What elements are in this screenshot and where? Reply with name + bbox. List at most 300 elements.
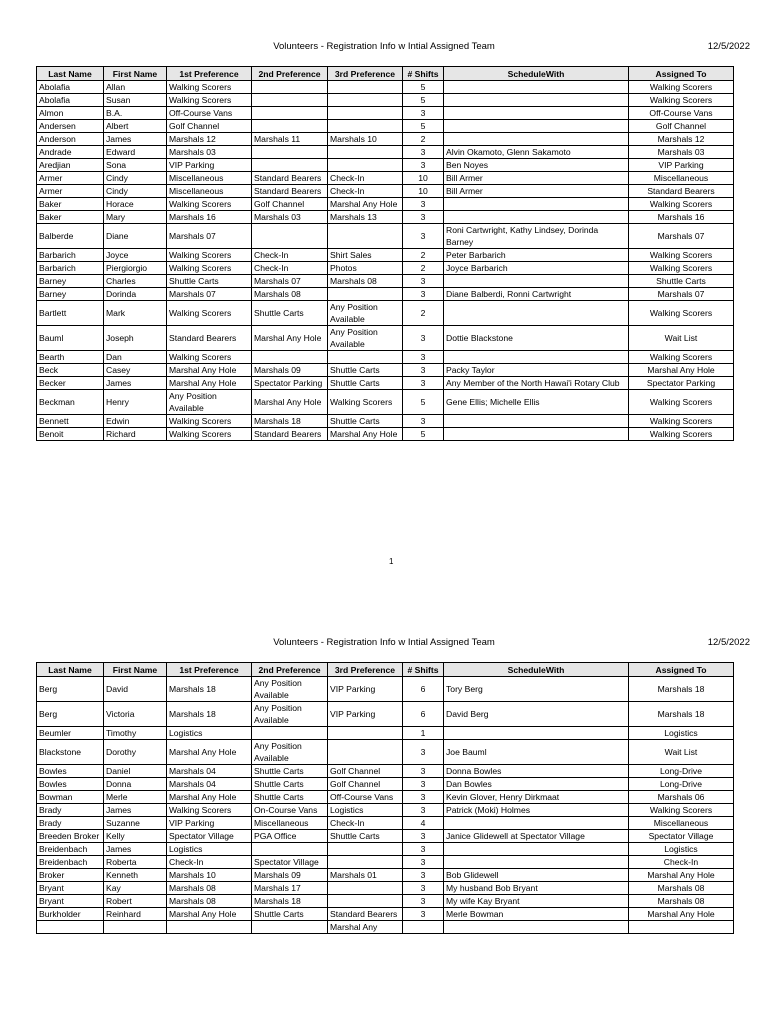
- cell-first-name: Dan: [104, 351, 167, 364]
- table-row: [37, 262, 734, 275]
- page-number: 1: [389, 557, 394, 566]
- cell-second-preference: [252, 224, 328, 249]
- column-header-shifts: # Shifts: [403, 67, 444, 81]
- cell-schedule-with: [444, 856, 629, 869]
- cell-shifts: 3: [403, 856, 444, 869]
- cell-first-name: Donna: [104, 778, 167, 791]
- cell-shifts: 3: [403, 159, 444, 172]
- cell-second-preference: Shuttle Carts: [252, 778, 328, 791]
- cell-schedule-with: Bill Armer: [444, 185, 629, 198]
- cell-assigned-to: Walking Scorers: [629, 351, 734, 364]
- cell-first-name: Albert: [104, 120, 167, 133]
- cell-shifts: 3: [403, 351, 444, 364]
- cell-schedule-with: Merle Bowman: [444, 908, 629, 921]
- cell-assigned-to: Shuttle Carts: [629, 275, 734, 288]
- cell-shifts: 2: [403, 249, 444, 262]
- cell-first-preference: Spectator Village: [167, 830, 252, 843]
- table-row: [37, 765, 734, 778]
- page-2: [0, 632, 768, 1024]
- table-row: [37, 804, 734, 817]
- cell-first-preference: Marshals 07: [167, 224, 252, 249]
- cell-second-preference: Standard Bearers: [252, 428, 328, 441]
- cell-last-name: Beckman: [37, 390, 104, 415]
- cell-first-name: David: [104, 677, 167, 702]
- table-row: [37, 869, 734, 882]
- cell-schedule-with: [444, 275, 629, 288]
- cell-third-preference: [328, 224, 403, 249]
- table-row: [37, 428, 734, 441]
- cell-assigned-to: Walking Scorers: [629, 415, 734, 428]
- cell-first-name: Roberta: [104, 856, 167, 869]
- cell-first-name: Joseph: [104, 326, 167, 351]
- cell-shifts: 6: [403, 702, 444, 727]
- cell-shifts: 3: [403, 791, 444, 804]
- column-header-last-name: Last Name: [37, 67, 104, 81]
- cell-schedule-with: [444, 921, 629, 934]
- cell-last-name: Anderson: [37, 133, 104, 146]
- cell-schedule-with: Peter Barbarich: [444, 249, 629, 262]
- cell-third-preference: [328, 81, 403, 94]
- cell-schedule-with: Bob Glidewell: [444, 869, 629, 882]
- cell-last-name: Beck: [37, 364, 104, 377]
- cell-assigned-to: Wait List: [629, 740, 734, 765]
- cell-third-preference: [328, 856, 403, 869]
- cell-first-preference: Shuttle Carts: [167, 275, 252, 288]
- cell-schedule-with: [444, 81, 629, 94]
- cell-third-preference: Walking Scorers: [328, 390, 403, 415]
- cell-first-preference: Any Position Available: [167, 390, 252, 415]
- cell-last-name: Barbarich: [37, 262, 104, 275]
- cell-schedule-with: [444, 133, 629, 146]
- column-header-first-name: First Name: [104, 67, 167, 81]
- cell-first-preference: Golf Channel: [167, 120, 252, 133]
- cell-third-preference: [328, 288, 403, 301]
- cell-last-name: Breeden Broker: [37, 830, 104, 843]
- cell-assigned-to: Walking Scorers: [629, 262, 734, 275]
- cell-last-name: Breidenbach: [37, 856, 104, 869]
- cell-schedule-with: Patrick (Moki) Holmes: [444, 804, 629, 817]
- cell-second-preference: Marshals 09: [252, 869, 328, 882]
- page-header: [0, 632, 768, 652]
- cell-shifts: 5: [403, 94, 444, 107]
- cell-assigned-to: Marshals 16: [629, 211, 734, 224]
- cell-second-preference: Shuttle Carts: [252, 908, 328, 921]
- cell-second-preference: [252, 351, 328, 364]
- cell-schedule-with: David Berg: [444, 702, 629, 727]
- cell-shifts: 3: [403, 211, 444, 224]
- cell-assigned-to: Standard Bearers: [629, 185, 734, 198]
- cell-assigned-to: Walking Scorers: [629, 94, 734, 107]
- cell-first-name: Edwin: [104, 415, 167, 428]
- cell-second-preference: Marshals 18: [252, 895, 328, 908]
- cell-shifts: 1: [403, 727, 444, 740]
- cell-shifts: 3: [403, 895, 444, 908]
- cell-shifts: 5: [403, 428, 444, 441]
- cell-shifts: 2: [403, 301, 444, 326]
- page-header: [0, 36, 768, 56]
- cell-second-preference: Standard Bearers: [252, 172, 328, 185]
- cell-assigned-to: Walking Scorers: [629, 804, 734, 817]
- cell-first-name: [104, 921, 167, 934]
- cell-last-name: Beumler: [37, 727, 104, 740]
- cell-last-name: Brady: [37, 804, 104, 817]
- cell-schedule-with: Joyce Barbarich: [444, 262, 629, 275]
- cell-shifts: 3: [403, 740, 444, 765]
- cell-first-preference: [167, 921, 252, 934]
- cell-last-name: Balberde: [37, 224, 104, 249]
- table-row: [37, 288, 734, 301]
- cell-third-preference: [328, 895, 403, 908]
- cell-second-preference: [252, 94, 328, 107]
- cell-first-name: Cindy: [104, 172, 167, 185]
- cell-second-preference: Marshals 03: [252, 211, 328, 224]
- cell-schedule-with: Bill Armer: [444, 172, 629, 185]
- cell-last-name: Breidenbach: [37, 843, 104, 856]
- cell-third-preference: Shuttle Carts: [328, 415, 403, 428]
- cell-second-preference: PGA Office: [252, 830, 328, 843]
- table-row: [37, 326, 734, 351]
- cell-first-preference: Walking Scorers: [167, 804, 252, 817]
- cell-first-preference: Marshals 08: [167, 882, 252, 895]
- cell-third-preference: Golf Channel: [328, 765, 403, 778]
- cell-third-preference: Marshal Any Hole: [328, 428, 403, 441]
- cell-last-name: Benoit: [37, 428, 104, 441]
- cell-second-preference: Golf Channel: [252, 198, 328, 211]
- cell-first-name: Kay: [104, 882, 167, 895]
- cell-schedule-with: [444, 351, 629, 364]
- cell-second-preference: Any Position Available: [252, 677, 328, 702]
- table-row: [37, 146, 734, 159]
- cell-assigned-to: Marshals 07: [629, 224, 734, 249]
- table-row: [37, 702, 734, 727]
- cell-schedule-with: [444, 198, 629, 211]
- cell-second-preference: Check-In: [252, 262, 328, 275]
- cell-first-preference: Walking Scorers: [167, 81, 252, 94]
- volunteer-table: [36, 662, 734, 934]
- cell-shifts: 3: [403, 804, 444, 817]
- cell-last-name: Bowles: [37, 765, 104, 778]
- table-row: [37, 172, 734, 185]
- cell-first-preference: Marshal Any Hole: [167, 791, 252, 804]
- cell-third-preference: [328, 107, 403, 120]
- table-header-row: [37, 663, 734, 677]
- cell-last-name: Bowles: [37, 778, 104, 791]
- cell-second-preference: On-Course Vans: [252, 804, 328, 817]
- cell-second-preference: Marshal Any Hole: [252, 326, 328, 351]
- cell-schedule-with: Any Member of the North Hawai'i Rotary Club: [444, 377, 629, 390]
- cell-second-preference: Spectator Village: [252, 856, 328, 869]
- cell-schedule-with: My husband Bob Bryant: [444, 882, 629, 895]
- table-row: [37, 133, 734, 146]
- column-header-first-name: First Name: [104, 663, 167, 677]
- cell-first-preference: Standard Bearers: [167, 326, 252, 351]
- cell-second-preference: Marshal Any Hole: [252, 390, 328, 415]
- column-header-assigned-to: Assigned To: [629, 67, 734, 81]
- cell-schedule-with: [444, 817, 629, 830]
- table-row: [37, 740, 734, 765]
- column-header-schedule-with: ScheduleWith: [444, 67, 629, 81]
- cell-second-preference: [252, 81, 328, 94]
- cell-assigned-to: Marshals 18: [629, 677, 734, 702]
- cell-assigned-to: Marshals 06: [629, 791, 734, 804]
- cell-last-name: Brady: [37, 817, 104, 830]
- cell-last-name: Aredjian: [37, 159, 104, 172]
- cell-shifts: 3: [403, 146, 444, 159]
- cell-shifts: 3: [403, 765, 444, 778]
- cell-assigned-to: Walking Scorers: [629, 390, 734, 415]
- cell-first-name: Kelly: [104, 830, 167, 843]
- cell-shifts: 3: [403, 198, 444, 211]
- table-row: [37, 908, 734, 921]
- cell-third-preference: Shuttle Carts: [328, 364, 403, 377]
- table-row: [37, 81, 734, 94]
- cell-schedule-with: Ben Noyes: [444, 159, 629, 172]
- cell-assigned-to: Golf Channel: [629, 120, 734, 133]
- cell-third-preference: Check-In: [328, 185, 403, 198]
- cell-third-preference: Shirt Sales: [328, 249, 403, 262]
- table-row: [37, 249, 734, 262]
- cell-schedule-with: [444, 107, 629, 120]
- cell-schedule-with: Janice Glidewell at Spectator Village: [444, 830, 629, 843]
- cell-first-preference: Walking Scorers: [167, 301, 252, 326]
- cell-third-preference: VIP Parking: [328, 677, 403, 702]
- cell-shifts: 3: [403, 908, 444, 921]
- cell-last-name: Bryant: [37, 895, 104, 908]
- cell-third-preference: [328, 146, 403, 159]
- cell-last-name: Barbarich: [37, 249, 104, 262]
- cell-first-name: Merle: [104, 791, 167, 804]
- column-header-assigned-to: Assigned To: [629, 663, 734, 677]
- cell-first-preference: Marshals 08: [167, 895, 252, 908]
- table-row: [37, 390, 734, 415]
- cell-shifts: 3: [403, 326, 444, 351]
- table-row: [37, 364, 734, 377]
- cell-third-preference: [328, 843, 403, 856]
- cell-third-preference: [328, 727, 403, 740]
- cell-third-preference: Marshals 08: [328, 275, 403, 288]
- table-header-row: [37, 67, 734, 81]
- cell-first-name: Horace: [104, 198, 167, 211]
- table-row: [37, 185, 734, 198]
- cell-schedule-with: [444, 428, 629, 441]
- cell-last-name: [37, 921, 104, 934]
- cell-first-preference: VIP Parking: [167, 159, 252, 172]
- cell-second-preference: [252, 120, 328, 133]
- cell-schedule-with: Packy Taylor: [444, 364, 629, 377]
- report-date: 12/5/2022: [707, 637, 750, 648]
- cell-last-name: Baker: [37, 211, 104, 224]
- table-row: [37, 895, 734, 908]
- table-row: [37, 198, 734, 211]
- cell-first-name: Reinhard: [104, 908, 167, 921]
- cell-assigned-to: Marshals 03: [629, 146, 734, 159]
- cell-last-name: Berg: [37, 677, 104, 702]
- cell-last-name: Bartlett: [37, 301, 104, 326]
- cell-second-preference: Check-In: [252, 249, 328, 262]
- cell-shifts: [403, 921, 444, 934]
- cell-third-preference: VIP Parking: [328, 702, 403, 727]
- cell-schedule-with: Joe Bauml: [444, 740, 629, 765]
- cell-schedule-with: [444, 843, 629, 856]
- cell-shifts: 3: [403, 778, 444, 791]
- cell-first-preference: Marshals 04: [167, 765, 252, 778]
- report-title: Volunteers - Registration Info w Intial Assigned Team: [273, 637, 495, 648]
- table-row: [37, 351, 734, 364]
- cell-first-name: Diane: [104, 224, 167, 249]
- cell-first-preference: Marshal Any Hole: [167, 740, 252, 765]
- cell-assigned-to: Logistics: [629, 727, 734, 740]
- cell-assigned-to: Miscellaneous: [629, 817, 734, 830]
- cell-shifts: 10: [403, 185, 444, 198]
- cell-first-preference: Walking Scorers: [167, 94, 252, 107]
- cell-shifts: 3: [403, 843, 444, 856]
- cell-assigned-to: Marshals 08: [629, 882, 734, 895]
- cell-last-name: Armer: [37, 185, 104, 198]
- cell-schedule-with: Dottie Blackstone: [444, 326, 629, 351]
- cell-last-name: Andersen: [37, 120, 104, 133]
- cell-assigned-to: Walking Scorers: [629, 81, 734, 94]
- cell-second-preference: Spectator Parking: [252, 377, 328, 390]
- cell-last-name: Bryant: [37, 882, 104, 895]
- cell-third-preference: [328, 159, 403, 172]
- cell-first-preference: Marshal Any Hole: [167, 908, 252, 921]
- cell-first-name: Susan: [104, 94, 167, 107]
- column-header-second-preference: 2nd Preference: [252, 663, 328, 677]
- cell-last-name: Bennett: [37, 415, 104, 428]
- cell-second-preference: [252, 921, 328, 934]
- cell-assigned-to: Marshal Any Hole: [629, 908, 734, 921]
- cell-shifts: 5: [403, 390, 444, 415]
- cell-assigned-to: VIP Parking: [629, 159, 734, 172]
- cell-first-preference: Walking Scorers: [167, 198, 252, 211]
- cell-first-name: Daniel: [104, 765, 167, 778]
- cell-first-preference: Logistics: [167, 727, 252, 740]
- cell-schedule-with: Gene Ellis; Michelle Ellis: [444, 390, 629, 415]
- cell-first-preference: Walking Scorers: [167, 351, 252, 364]
- cell-first-name: Sona: [104, 159, 167, 172]
- cell-first-preference: Marshals 16: [167, 211, 252, 224]
- cell-third-preference: [328, 740, 403, 765]
- cell-first-name: Dorinda: [104, 288, 167, 301]
- cell-second-preference: Miscellaneous: [252, 817, 328, 830]
- table-row: [37, 778, 734, 791]
- table-row: [37, 224, 734, 249]
- cell-third-preference: Logistics: [328, 804, 403, 817]
- cell-schedule-with: Alvin Okamoto, Glenn Sakamoto: [444, 146, 629, 159]
- cell-second-preference: Shuttle Carts: [252, 765, 328, 778]
- table-row: [37, 94, 734, 107]
- cell-first-preference: Logistics: [167, 843, 252, 856]
- cell-assigned-to: Marshals 18: [629, 702, 734, 727]
- cell-third-preference: Marshal Any Hole: [328, 198, 403, 211]
- table-row: [37, 275, 734, 288]
- cell-second-preference: Shuttle Carts: [252, 301, 328, 326]
- cell-schedule-with: [444, 94, 629, 107]
- page-1: [0, 36, 768, 576]
- cell-first-preference: Marshals 10: [167, 869, 252, 882]
- cell-shifts: 10: [403, 172, 444, 185]
- cell-first-name: Kenneth: [104, 869, 167, 882]
- cell-last-name: Abolafia: [37, 94, 104, 107]
- column-header-second-preference: 2nd Preference: [252, 67, 328, 81]
- table-row: [37, 377, 734, 390]
- cell-assigned-to: Long-Drive: [629, 765, 734, 778]
- cell-first-preference: Marshals 18: [167, 677, 252, 702]
- cell-first-preference: Walking Scorers: [167, 415, 252, 428]
- cell-third-preference: [328, 351, 403, 364]
- cell-shifts: 3: [403, 288, 444, 301]
- cell-first-name: James: [104, 133, 167, 146]
- cell-last-name: Blackstone: [37, 740, 104, 765]
- cell-last-name: Becker: [37, 377, 104, 390]
- cell-first-name: Richard: [104, 428, 167, 441]
- cell-assigned-to: Logistics: [629, 843, 734, 856]
- column-header-third-preference: 3rd Preference: [328, 67, 403, 81]
- cell-assigned-to: Marshals 07: [629, 288, 734, 301]
- cell-schedule-with: [444, 727, 629, 740]
- table-row: [37, 415, 734, 428]
- cell-third-preference: Any Position Available: [328, 301, 403, 326]
- column-header-third-preference: 3rd Preference: [328, 663, 403, 677]
- cell-first-name: Joyce: [104, 249, 167, 262]
- cell-first-name: James: [104, 843, 167, 856]
- cell-shifts: 3: [403, 415, 444, 428]
- cell-shifts: 5: [403, 81, 444, 94]
- cell-shifts: 3: [403, 364, 444, 377]
- cell-first-name: Piergiorgio: [104, 262, 167, 275]
- column-header-schedule-with: ScheduleWith: [444, 663, 629, 677]
- cell-schedule-with: [444, 211, 629, 224]
- cell-first-preference: Check-In: [167, 856, 252, 869]
- cell-last-name: Berg: [37, 702, 104, 727]
- cell-schedule-with: Dan Bowles: [444, 778, 629, 791]
- cell-third-preference: Marshals 01: [328, 869, 403, 882]
- cell-shifts: 2: [403, 133, 444, 146]
- cell-schedule-with: [444, 415, 629, 428]
- cell-last-name: Andrade: [37, 146, 104, 159]
- cell-shifts: 3: [403, 882, 444, 895]
- cell-assigned-to: Spectator Parking: [629, 377, 734, 390]
- cell-third-preference: [328, 120, 403, 133]
- column-header-first-preference: 1st Preference: [167, 663, 252, 677]
- cell-second-preference: Any Position Available: [252, 740, 328, 765]
- cell-first-name: Timothy: [104, 727, 167, 740]
- cell-second-preference: [252, 159, 328, 172]
- cell-schedule-with: Tory Berg: [444, 677, 629, 702]
- cell-first-preference: Marshals 04: [167, 778, 252, 791]
- cell-first-preference: Marshal Any Hole: [167, 364, 252, 377]
- cell-first-name: Robert: [104, 895, 167, 908]
- cell-assigned-to: Walking Scorers: [629, 428, 734, 441]
- cell-first-preference: Marshals 18: [167, 702, 252, 727]
- table-row: [37, 791, 734, 804]
- cell-last-name: Almon: [37, 107, 104, 120]
- cell-second-preference: Marshals 18: [252, 415, 328, 428]
- cell-shifts: 6: [403, 677, 444, 702]
- cell-assigned-to: Marshals 12: [629, 133, 734, 146]
- cell-third-preference: Off-Course Vans: [328, 791, 403, 804]
- cell-second-preference: [252, 843, 328, 856]
- cell-third-preference: Marshals 10: [328, 133, 403, 146]
- cell-first-preference: Miscellaneous: [167, 172, 252, 185]
- cell-first-preference: Walking Scorers: [167, 249, 252, 262]
- cell-second-preference: Marshals 07: [252, 275, 328, 288]
- cell-second-preference: Any Position Available: [252, 702, 328, 727]
- cell-first-preference: Marshals 07: [167, 288, 252, 301]
- cell-schedule-with: My wife Kay Bryant: [444, 895, 629, 908]
- cell-assigned-to: Walking Scorers: [629, 198, 734, 211]
- cell-third-preference: Check-In: [328, 172, 403, 185]
